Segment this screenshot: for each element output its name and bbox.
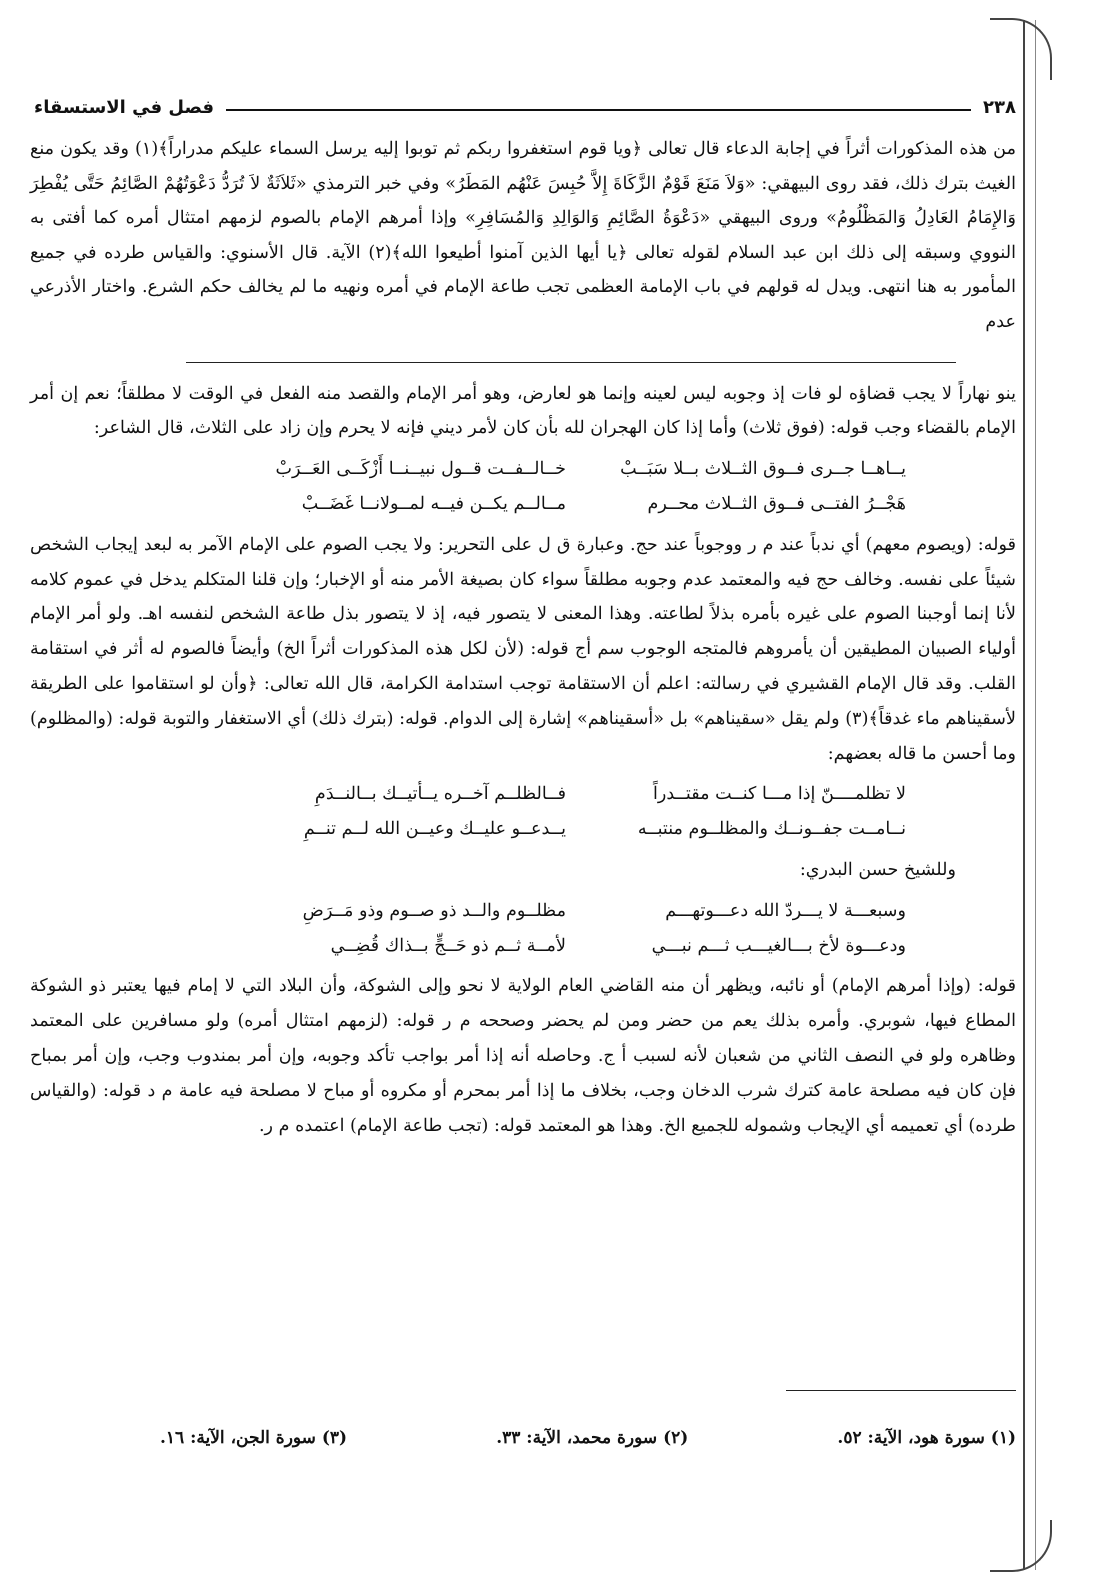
verse-hemistich-second: خــالــفــت قــول نبيــنــا أَزْكَــى العَــرَبْ	[275, 459, 566, 480]
verse-hemistich-second: فــالظلــم آخــره يــأتيــك بــالنــدَمِ	[314, 784, 566, 805]
poem-3	[30, 894, 1016, 964]
poem-2	[30, 777, 1016, 847]
border-curl-bottom	[990, 1520, 1052, 1572]
page-number: ٢٣٨	[983, 96, 1016, 118]
header-rule	[226, 109, 971, 111]
footnote-2: (٢) سورة محمد، الآية: ٣٣.	[496, 1428, 689, 1448]
verse-hemistich-first: ودعـــوة لأخ بـــالغيـــب ثـــم نبـــي	[651, 935, 906, 956]
verse-hemistich-second: لأمــة ثــم ذو حَــجٍّ بــذاك قُضِــي	[330, 935, 566, 956]
verse-hemistich-first: نــامــت جفــونــك والمظلــوم منتبــه	[637, 819, 906, 840]
verse-hemistich-first: يــاهــا جــرى فــوق الثــلاث بــلا سَبَــبْ	[620, 459, 906, 480]
main-text-paragraph: من هذه المذكورات أثراً في إجابة الدعاء قال تعالى ﴿ويا قوم استغفروا ربكم ثم توبوا إليه يرسل السماء عليكم مدراراً﴾(١) وقد يكون منع الغيث بترك ذلك، فقد روى البيهقي: «وَلاَ مَنَعَ قَوْمٌ الزَّكَاةَ إِلاَّ حُبِسَ عَنْهُم المَطَرُ» وفي خبر الترمذي «ثَلاَثَةٌ لاَ تُرَدُّ دَعْوَتُهُمْ الصَّائِمُ حَتَّى يُفْطِرَ وَالإِمَامُ العَادِلُ وَالمَظْلُومُ» وروى البيهقي «دَعْوَةُ الصَّائِمِ وَالوَالِدِ وَالمُسَافِرِ» وإذا أمرهم الإمام بالصوم لزمهم امتثال أمره كما أفتى به النووي وسبقه إلى ذلك ابن عبد السلام لقوله تعالى ﴿يا أيها الذين آمنوا أطيعوا الله﴾(٢) الآية. قال الأسنوي: والقياس طرده في جميع المأمور به هنا انتهى. ويدل له قولهم في باب الإمامة العظمى تجب طاعة الإمام في أمره ونهيه ما لم يخالف حكم الشرع. واختار الأذرعي عدم	[30, 139, 1016, 332]
footnote-divider	[786, 1390, 1016, 1391]
poem-verse	[30, 929, 1016, 964]
chapter-title: فصل في الاستسقاء	[34, 96, 214, 118]
border-curl-top	[990, 18, 1052, 80]
commentary-paragraph-1: ينو نهاراً لا يجب قضاؤه لو فات إذ وجوبه ليس لعينه وإنما هو لعارض، وهو أمر الإمام والقصد منه الفعل في الوقت لا مطلقاً؛ نعم إن أمر الإمام بالقضاء وجب قوله: (فوق ثلاث) وأما إذا كان الهجران لله بأن كان لأمر ديني فإنه لا يحرم وإن زاد على الثلاث، قال الشاعر:	[30, 383, 1016, 439]
verse-hemistich-first: وسبعـــة لا يـــردّ الله دعـــوتهـــم	[665, 900, 906, 921]
commentary-paragraph-4: قوله: (وإذا أمرهم الإمام) أو نائبه، ويظهر أن منه القاضي العام الولاية لا نحو وإلى الشوكة، وأن البلاد التي لا إمام فيها يعتبر ذو الشوكة المطاع فيها، شوبري. وأمره بذلك يعم من حضر ومن لم يحضر وصححه م ر قوله: (لزمهم امتثال أمره) ولو مسافرين على المعتمد وظاهره ولو في النصف الثاني من شعبان لأنه لسبب أ ج. وحاصله أنه إذا أمر بواجب تأكد وجوبه، وإن أمر بمندوب وجب، وإن أمر بمباح فإن كان فيه مصلحة عامة كترك شرب الدخان وجب، بخلاف ما إذا أمر بمحرم أو مكروه أو مباح لا مصلحة فيه عامة م د قوله: (والقياس طرده) أي تعميمه أي الإيجاب وشموله للجميع الخ. وهذا هو المعتمد قوله: (تجب طاعة الإمام) اعتمده م ر.	[30, 976, 1016, 1136]
poem-verse	[30, 894, 1016, 929]
verse-hemistich-first: لا تظلمــــنّ إذا مـــا كنــت مقتــدراً	[652, 784, 906, 805]
page-content	[30, 132, 1016, 1143]
commentary	[30, 377, 1016, 1144]
poem-verse	[30, 452, 1016, 487]
poem-1	[30, 452, 1016, 522]
section-divider	[186, 362, 956, 363]
poem-verse	[30, 812, 1016, 847]
footnotes	[160, 1428, 1016, 1448]
verse-hemistich-second: يــدعــو عليــك وعيــن الله لــم تنــمِ	[303, 819, 566, 840]
footnote-1: (١) سورة هود، الآية: ٥٢.	[837, 1428, 1016, 1448]
poem-verse	[30, 487, 1016, 522]
footnote-3: (٣) سورة الجن، الآية: ١٦.	[160, 1428, 348, 1448]
verse-hemistich-first: هَجْــرُ الفتــى فــوق الثــلاث محــرم	[647, 493, 906, 514]
commentary-paragraph-3: وللشيخ حسن البدري:	[799, 859, 956, 880]
decorative-border	[1023, 20, 1036, 1570]
commentary-paragraph-2: قوله: (ويصوم معهم) أي ندباً عند م ر ووجوباً عند حج. وعبارة ق ل على التحرير: ولا يجب الصوم على الإمام الآمر به لبعد إيجاب الشخص شيئاً على نفسه. وخالف حج فيه والمعتمد عدم وجوبه مطلقاً سواء كان بصيغة الأمر منه أو الإخبار؛ وإن قلنا المتكلم يدخل في عموم كلامه لأنا إنما أوجبنا الصوم على غيره بأمره بذلاً لطاعته. وهذا المعنى لا يتصور فيه، إذ لا يتصور بذل طاعة الشخص لنفسه اهـ. ولو أمر الإمام أولياء الصبيان المطيقين أن يأمروهم فالمتجه الوجوب سم أج قوله: (لأن لكل هذه المذكورات أثراً الخ) وأيضاً فالصوم له أثر في استقامة القلب. وقد قال الإمام القشيري في رسالته: اعلم أن الاستقامة توجب استدامة الكرامة، قال الله تعالى: ﴿وأن لو استقاموا على الطريقة لأسقيناهم ماء غدقاً﴾(٣) ولم يقل «سقيناهم» بل «أسقيناهم» إشارة إلى الدوام. قوله: (بترك ذلك) أي الاستغفار والتوبة قوله: (والمظلوم) وما أحسن ما قاله بعضهم:	[30, 534, 1016, 764]
verse-hemistich-second: مــالــم يكــن فيــه لمــولانــا غَضَــبْ	[301, 493, 566, 514]
verse-hemistich-second: مظلــوم والــد ذو صــوم وذو مَــرَضِ	[302, 900, 566, 921]
poem-verse	[30, 777, 1016, 812]
running-header	[34, 92, 1016, 122]
